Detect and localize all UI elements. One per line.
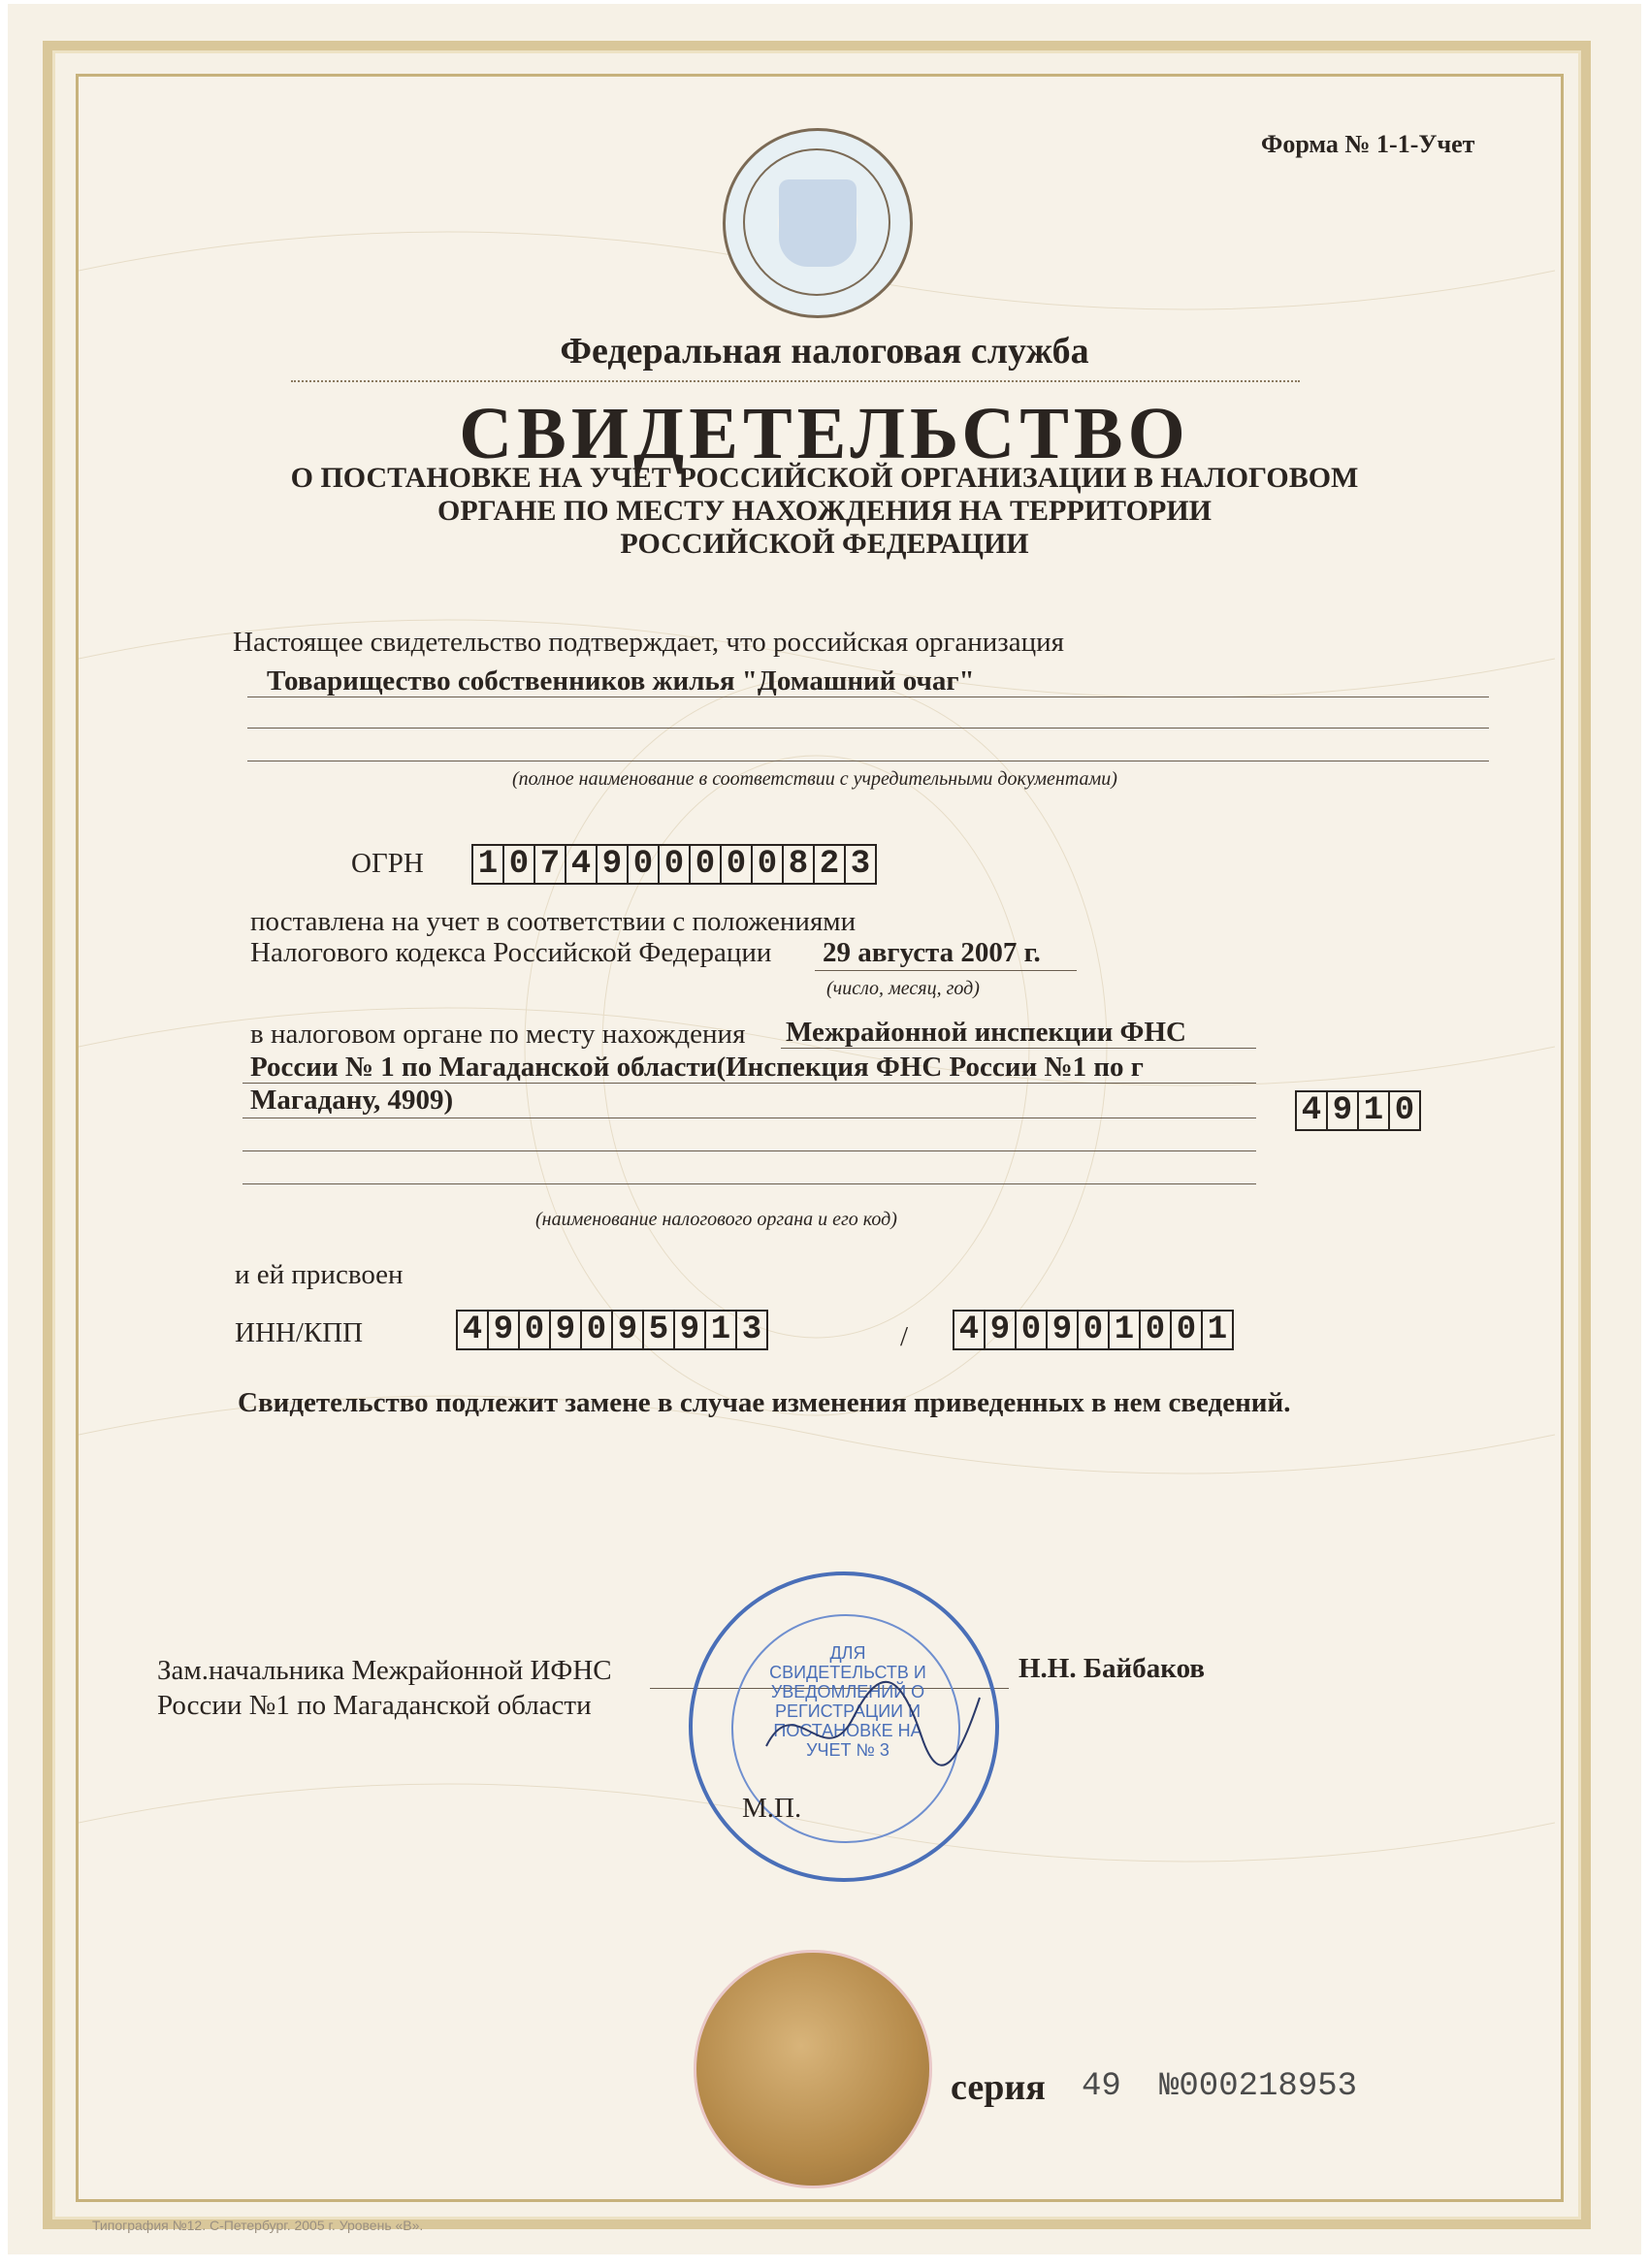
seal-place-label: М.П. [742,1793,802,1824]
signer-position-line-2: России №1 по Магаданской области [157,1690,592,1721]
agency-divider [291,380,1300,382]
series-value: 49 [1082,2068,1121,2105]
tax-office-line-1: Межрайонной инспекции ФНС [786,1017,1186,1048]
series-label: серия [951,2067,1046,2108]
organization-name: Товарищество собственников жилья "Домашний очаг" [267,665,975,697]
organization-caption: (полное наименование в соответствии с учредительными документами) [512,768,1117,790]
official-stamp: ДЛЯ СВИДЕТЕЛЬСТВ И УВЕДОМЛЕНИЙ О РЕГИСТРАЦИИ И ПОСТАНОВКЕ НА УЧЕТ № 3 [689,1571,999,1882]
date-caption: (число, месяц, год) [826,978,980,999]
document-subtitle: О ПОСТАНОВКЕ НА УЧЕТ РОССИЙСКОЙ ОРГАНИЗАЦИИ В НАЛОГОВОМ ОРГАНЕ ПО МЕСТУ НАХОЖДЕНИЯ НА ТЕРРИТОРИИ РОССИЙСКОЙ ФЕДЕРАЦИИ [290,462,1359,560]
signature-icon [757,1669,989,1785]
assigned-text: и ей присвоен [235,1259,404,1290]
inn-value: 4 9 0 9 0 9 5 9 1 3 [456,1310,768,1350]
confirm-text: Настоящее свидетельство подтверждает, что российская организация [233,627,1064,658]
document-number: №000218953 [1159,2068,1358,2105]
replacement-notice: Свидетельство подлежит замене в случае изменения приведенных в нем сведений. [238,1387,1291,1418]
fns-emblem-icon [723,128,913,318]
form-number: Форма № 1-1-Учет [1261,130,1475,158]
signer-position-line-1: Зам.начальника Межрайонной ИФНС [157,1655,612,1686]
gold-seal-icon [694,1950,932,2188]
registration-date: 29 августа 2007 г. [823,937,1041,968]
kpp-value: 4 9 0 9 0 1 0 0 1 [953,1310,1234,1350]
tax-office-line-2: России № 1 по Магаданской области(Инспекция ФНС России №1 по г [250,1052,1144,1083]
tax-office-caption: (наименование налогового органа и его код) [535,1209,897,1230]
registered-line-1: поставлена на учет в соответствии с положениями [250,906,857,937]
ogrn-value: 1 0 7 4 9 0 0 0 0 0 8 2 3 [471,844,877,885]
registered-line-2: Налогового кодекса Российской Федерации [250,937,772,968]
printer-footer: Типография №12. С-Петербург. 2005 г. Уровень «В». [92,2218,424,2233]
tax-office-prefix: в налоговом органе по месту нахождения [250,1019,746,1050]
inn-kpp-separator: / [900,1321,909,1352]
tax-office-line-3: Магадану, 4909) [250,1085,454,1116]
inn-kpp-label: ИНН/КПП [235,1317,364,1348]
agency-name: Федеральная налоговая служба [560,331,1089,372]
tax-office-code: 4 9 1 0 [1295,1090,1421,1131]
signer-name: Н.Н. Байбаков [1018,1653,1206,1684]
ogrn-label: ОГРН [351,848,424,879]
document-title: СВИДЕТЕЛЬСТВО [459,393,1190,474]
